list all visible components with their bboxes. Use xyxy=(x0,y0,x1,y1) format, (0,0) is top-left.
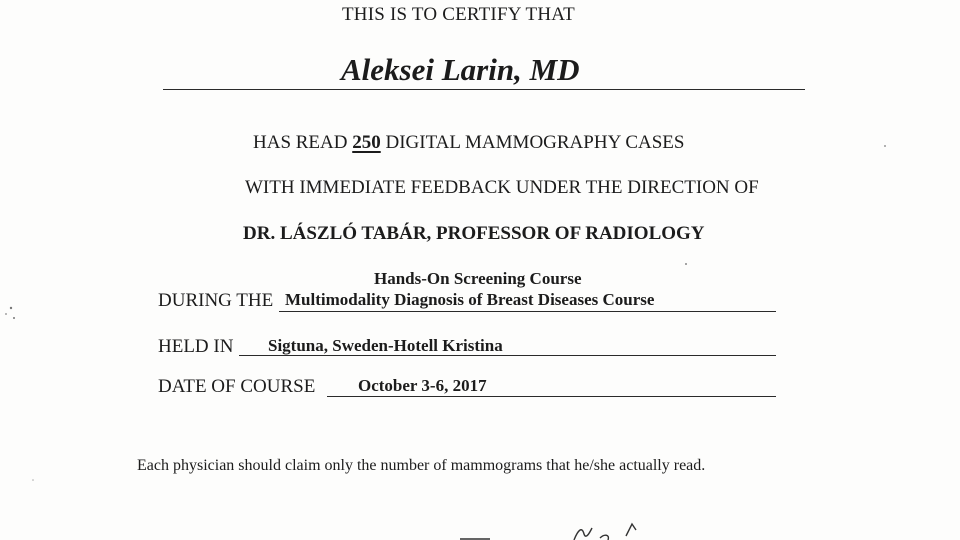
case-count: 250 xyxy=(352,132,381,153)
recipient-underline xyxy=(163,89,805,90)
course-subtitle: Hands-On Screening Course xyxy=(374,269,582,288)
course-name: Multimodality Diagnosis of Breast Diseases Course xyxy=(285,290,655,309)
course-date: October 3-6, 2017 xyxy=(358,376,487,395)
signature-fragment xyxy=(450,512,650,540)
during-label: DURING THE xyxy=(158,290,274,311)
cases-read-suffix: DIGITAL MAMMOGRAPHY CASES xyxy=(385,132,685,153)
recipient-name: Aleksei Larin, MD xyxy=(341,52,580,87)
cases-read-prefix: HAS READ xyxy=(253,132,348,153)
date-label: DATE OF COURSE xyxy=(158,376,316,397)
claim-note: Each physician should claim only the number of mammograms that he/she actually read. xyxy=(137,457,706,474)
location-underline xyxy=(239,355,776,356)
director-line: DR. LÁSZLÓ TABÁR, PROFESSOR OF RADIOLOGY xyxy=(243,223,705,244)
certificate-heading: THIS IS TO CERTIFY THAT xyxy=(342,4,575,25)
feedback-line: WITH IMMEDIATE FEEDBACK UNDER THE DIRECTION OF xyxy=(245,177,759,198)
date-underline xyxy=(327,396,776,397)
cases-read-line xyxy=(253,133,684,152)
location: Sigtuna, Sweden-Hotell Kristina xyxy=(268,336,503,355)
held-in-label: HELD IN xyxy=(158,336,234,357)
course-name-underline xyxy=(279,311,776,312)
